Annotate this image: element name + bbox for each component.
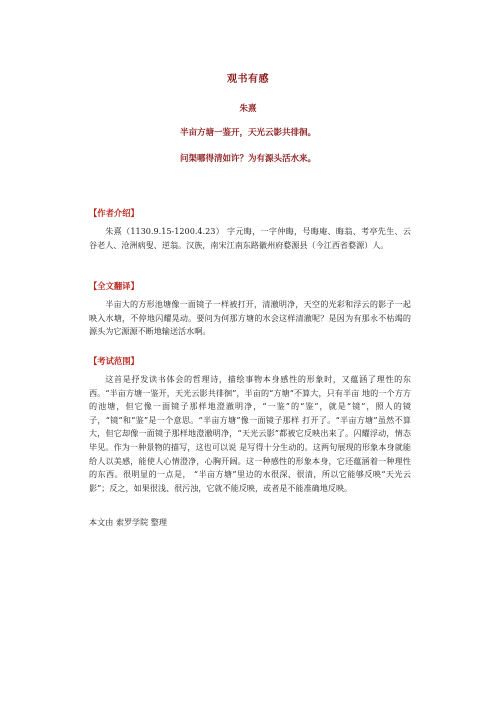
- page-title: 观书有感: [227, 74, 269, 85]
- author-name: 朱熹: [239, 104, 257, 114]
- section-text-translation: 半亩大的方形池塘像一面镜子一样被打开，清澈明净，天空的光彩和浮云的影子一起映入水塘，不停地闪耀晃动。要问为何那方塘的水会这样清澈呢？是因为有那永不枯竭的源头为它源源不断地输送活水啊。: [89, 299, 411, 337]
- poem-line-1: 半亩方塘一鉴开，天光云影共徘徊。: [179, 128, 316, 138]
- section-heading-exam-scope: 【考试范围】: [89, 356, 139, 366]
- section-heading-author-intro: 【作者介绍】: [89, 208, 139, 218]
- section-heading-translation: 【全文翻译】: [89, 281, 139, 291]
- section-text-author-intro: 朱熹（1130.9.15-1200.4.23） 字元晦，一字仲晦，号晦庵、晦翁、考亭先生、云谷老人、沧洲病叟、逆翁。汉族，南宋江南东路徽州府婺源县（今江西省婺源）人。: [89, 226, 411, 250]
- section-text-exam-scope: 这首是抒发读书体会的哲理诗，描绘事物本身感性的形象时，又蕴涵了理性的东西。“半亩方塘一鉴开，天光云影共徘徊”，半亩的“方塘”不算大，只有半亩 地的一个方方的池塘，但它像一面镜子那样地澄澈明净，“一鉴”的“鉴”，就是“镜”，照人的镜子，“镜”和“鉴”是一个意思。“半亩方塘”像一面镜子那样 打开了。“半亩方塘”虽然不算大，但它却像一面镜子那样地澄澈明净，“天光云影”都被它反映出来了。闪耀浮动，情态毕见。作为一种景物的描写，这也可以说 是写得十分生动的。这两句展现的形象本身就能给人以美感，能使人心情澄净，心胸开阔。这一种感性的形象本身，它还蕴涵着一种理性的东西。很明显的一点是， “半亩方塘”里边的水很深、很清，所以它能够反映“天光云影”；反之，如果很浅、很污浊，它就不能反映，或者是不能准确地反映。: [89, 374, 411, 493]
- signature-line: 本文由 索罗学院 整理: [89, 517, 167, 527]
- poem-line-2: 问渠哪得清如许？为有源头活水来。: [179, 154, 316, 164]
